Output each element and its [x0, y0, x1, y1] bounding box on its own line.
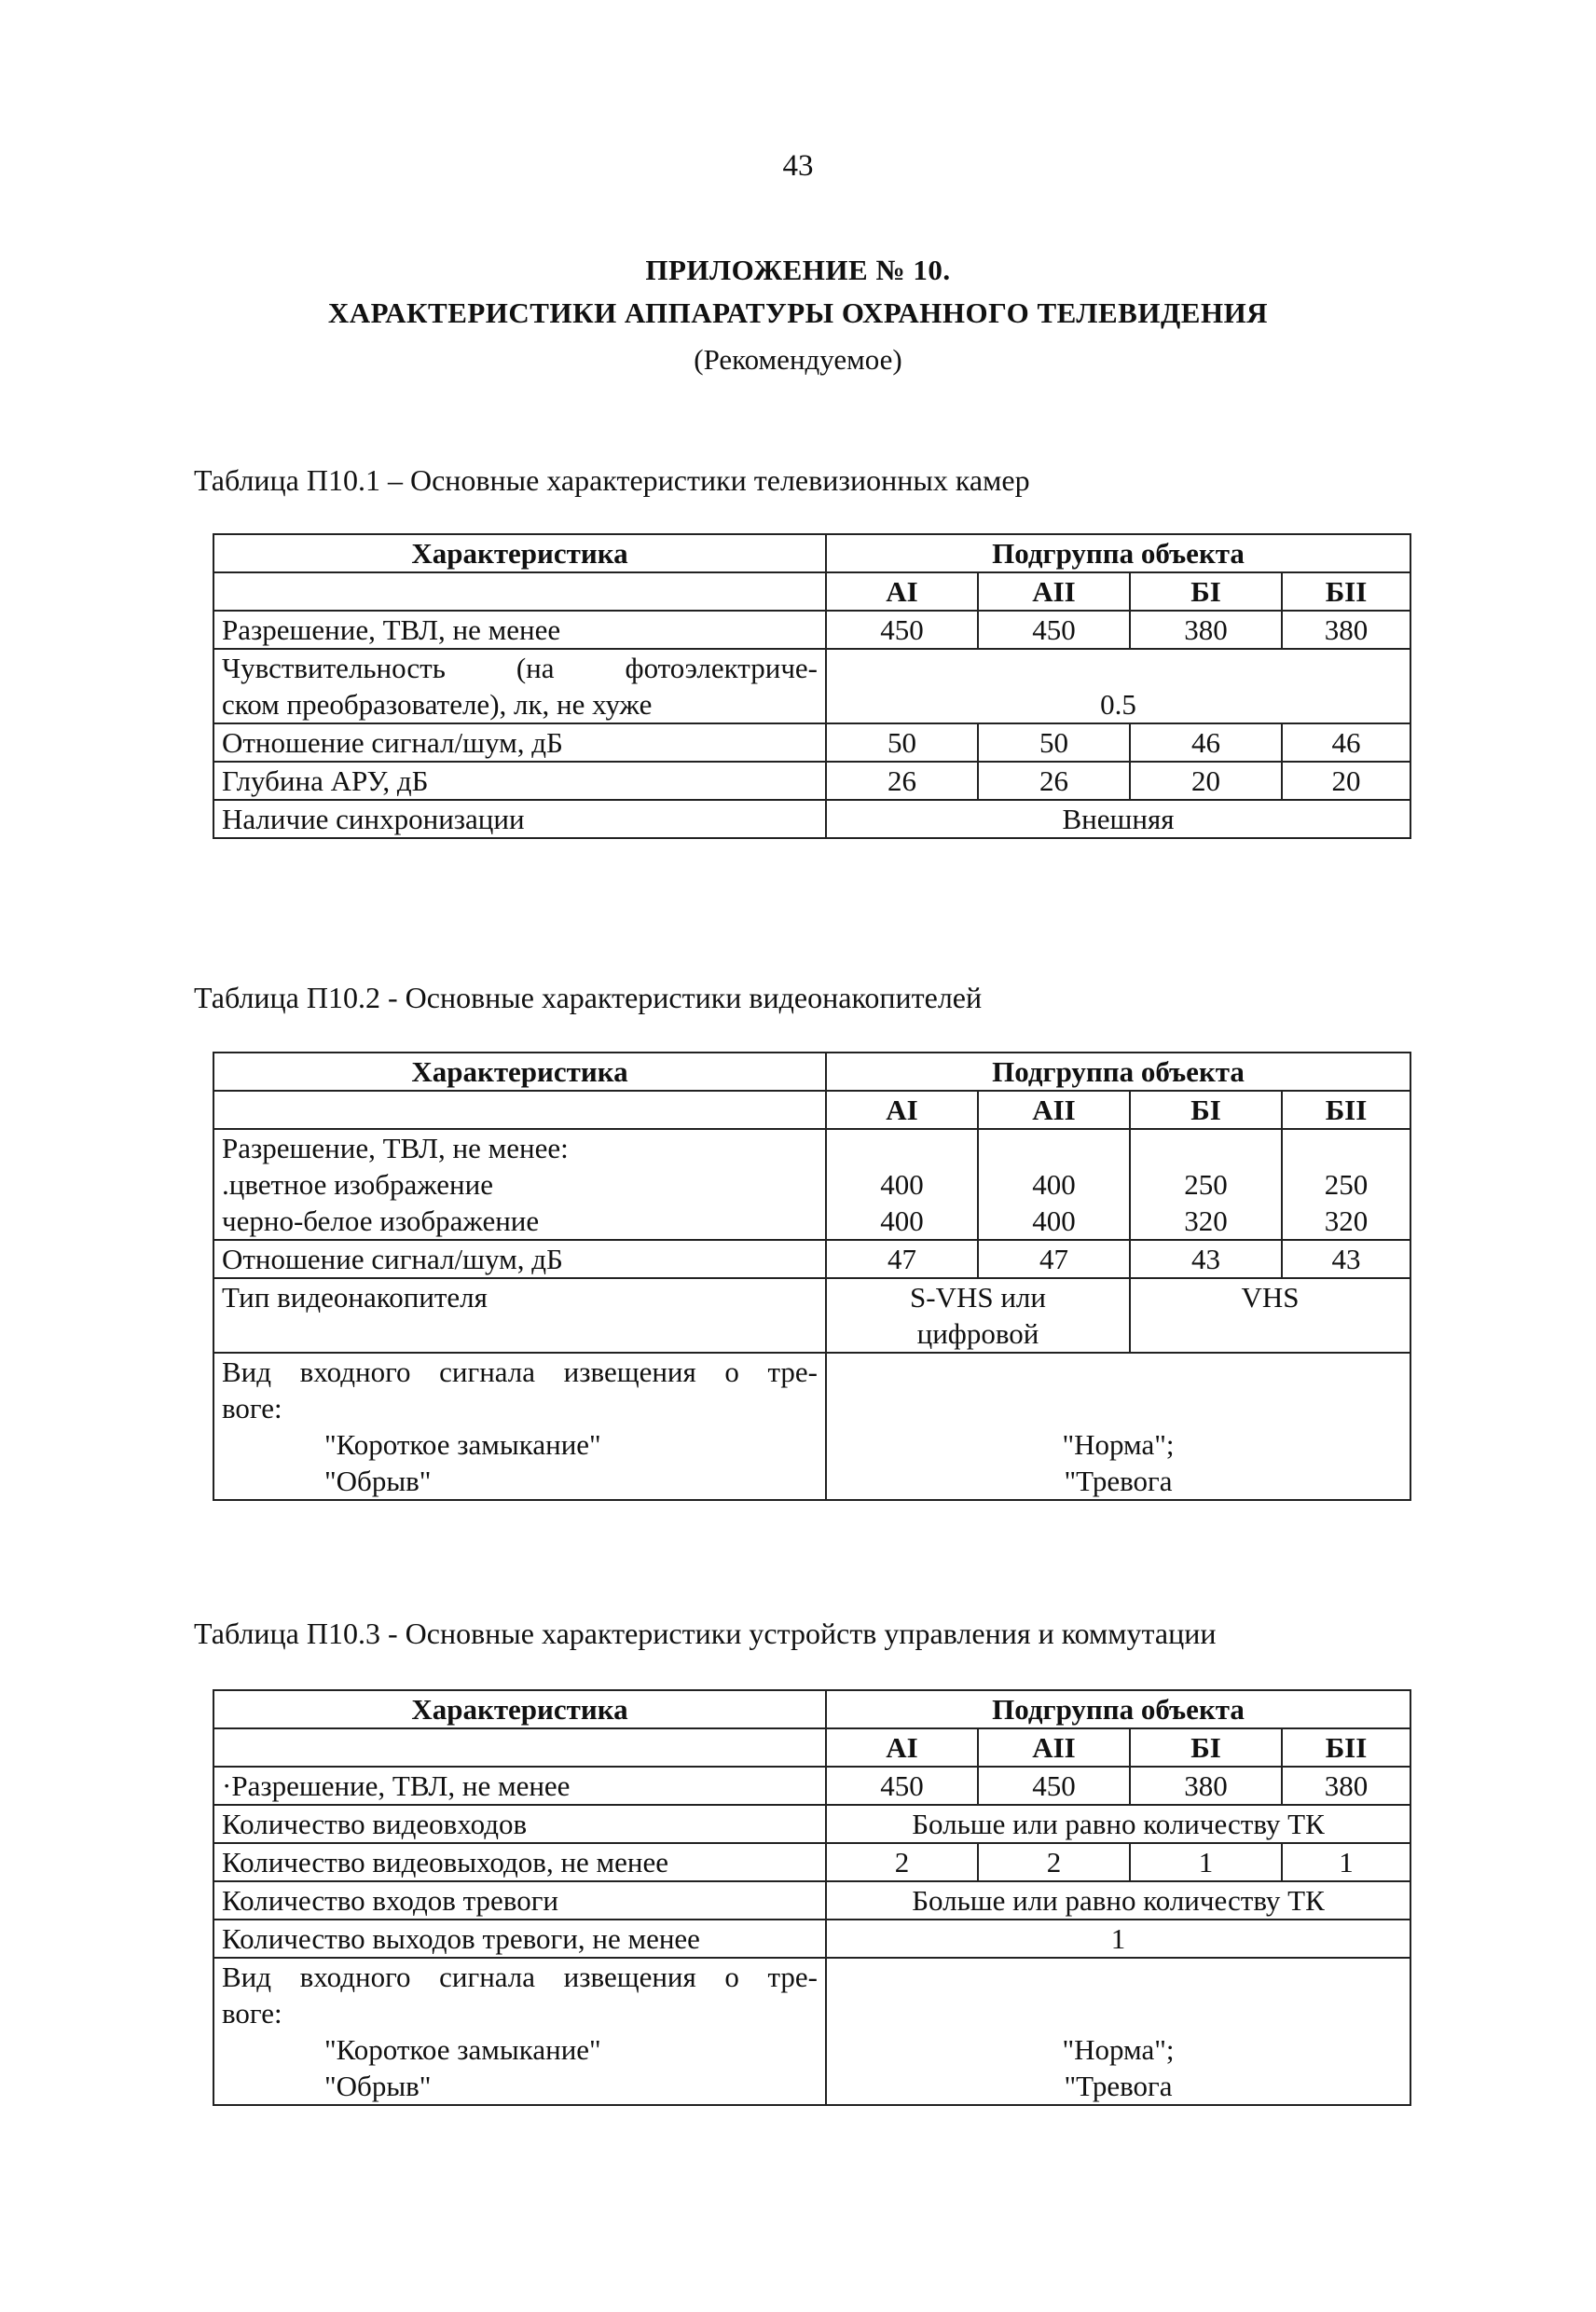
page-number: 43 — [782, 149, 814, 183]
table3-group-ai: АI — [826, 1728, 978, 1767]
row-label: Количество видеовходов — [213, 1805, 826, 1843]
cell-value-line: цифровой — [916, 1317, 1039, 1350]
table1-header-group: Подгруппа объекта — [826, 534, 1410, 572]
table-row — [213, 649, 1410, 723]
cell-value-bw: 400 — [880, 1204, 924, 1237]
table2-group-bi: БI — [1130, 1091, 1282, 1129]
cell-value: 20 — [1130, 762, 1282, 800]
table-row — [213, 1129, 1410, 1240]
row-label: Отношение сигнал/шум, дБ — [213, 723, 826, 762]
cell-value: 380 — [1130, 611, 1282, 649]
cell-value: 380 — [1282, 611, 1410, 649]
row-label — [213, 1129, 826, 1240]
table-row — [213, 611, 1410, 649]
cell-merged-value — [826, 1958, 1410, 2105]
row-label-line: воге: — [222, 1997, 282, 2030]
cell-merged-value: Больше или равно количеству ТК — [826, 1805, 1410, 1843]
cell-value-bw: 320 — [1324, 1204, 1369, 1237]
cell-value: 450 — [826, 1767, 978, 1805]
cell-value: 1 — [1282, 1843, 1410, 1881]
cell-value-color: 250 — [1324, 1168, 1369, 1201]
row-label-line: "Короткое замыкание" — [324, 2033, 601, 2066]
row-label-line: черно-белое изображение — [222, 1204, 540, 1237]
row-label: Тип видеонакопителя — [213, 1278, 826, 1353]
row-label-line: "Обрыв" — [324, 1465, 432, 1497]
row-label-line: "Обрыв" — [324, 2070, 432, 2102]
cell-value-line: "Тревога — [1064, 1465, 1173, 1497]
cell-merged-value: 0.5 — [826, 649, 1410, 723]
table-row — [213, 1805, 1410, 1843]
table2 — [213, 1052, 1411, 1501]
table-row — [213, 1920, 1410, 1958]
cell-value-bw: 320 — [1184, 1204, 1228, 1237]
row-label-line: Вид входного сигнала извещения о тре- — [222, 1961, 818, 1993]
table-row — [213, 1767, 1410, 1805]
appendix-note: (Рекомендуемое) — [694, 343, 902, 376]
cell-value: 1 — [1130, 1843, 1282, 1881]
row-label — [213, 649, 826, 723]
cell-value-line: S-VHS или — [910, 1281, 1046, 1314]
row-label: Наличие синхронизации — [213, 800, 826, 838]
cell-value: 380 — [1282, 1767, 1410, 1805]
table3-header-characteristic: Характеристика — [213, 1690, 826, 1728]
cell-merged-value: Больше или равно количеству ТК — [826, 1881, 1410, 1920]
table3-group-bi: БI — [1130, 1728, 1282, 1767]
appendix-subtitle: ХАРАКТЕРИСТИКИ АППАРАТУРЫ ОХРАННОГО ТЕЛЕВИДЕНИЯ — [327, 296, 1269, 329]
cell-value-line: "Тревога — [1064, 2070, 1173, 2102]
table3-group-aii: АII — [978, 1728, 1130, 1767]
cell-value: 2 — [826, 1843, 978, 1881]
table3-caption: Таблица П10.3 - Основные характеристики устройств управления и коммутации — [194, 1617, 1217, 1650]
cell-value: 43 — [1130, 1240, 1282, 1278]
table-row — [213, 762, 1410, 800]
table3-header-group: Подгруппа объекта — [826, 1690, 1410, 1728]
table1-group-aii: АII — [978, 572, 1130, 611]
table-row — [213, 1881, 1410, 1920]
table-row — [213, 1240, 1410, 1278]
table1-group-bi: БI — [1130, 572, 1282, 611]
table1-group-bii: БII — [1282, 572, 1410, 611]
cell-value-color: 400 — [1032, 1168, 1076, 1201]
cell-merged-value: VHS — [1130, 1278, 1410, 1353]
cell-merged-value — [826, 1353, 1410, 1500]
cell-value-line: "Норма"; — [1062, 2033, 1175, 2066]
cell-value: 2 — [978, 1843, 1130, 1881]
row-label-line: Разрешение, ТВЛ, не менее: — [222, 1132, 569, 1164]
table1-header-characteristic: Характеристика — [213, 534, 826, 572]
cell-value: 50 — [978, 723, 1130, 762]
cell-value: 26 — [978, 762, 1130, 800]
cell-value: 50 — [826, 723, 978, 762]
table1-group-ai: АI — [826, 572, 978, 611]
cell-value: 46 — [1282, 723, 1410, 762]
row-label — [213, 1353, 826, 1500]
table2-caption: Таблица П10.2 - Основные характеристики видеонакопителей — [194, 981, 983, 1014]
table3-header-blank — [213, 1728, 826, 1767]
table2-header-characteristic: Характеристика — [213, 1053, 826, 1091]
cell-value: 450 — [978, 611, 1130, 649]
cell-value: 47 — [978, 1240, 1130, 1278]
appendix-title: ПРИЛОЖЕНИЕ № 10. — [645, 254, 951, 286]
row-label: Глубина АРУ, дБ — [213, 762, 826, 800]
cell-merged-value: 1 — [826, 1920, 1410, 1958]
cell-value-line: "Норма"; — [1062, 1428, 1175, 1461]
row-label-line: Вид входного сигнала извещения о тре- — [222, 1356, 818, 1388]
row-label: Отношение сигнал/шум, дБ — [213, 1240, 826, 1278]
cell-value: 20 — [1282, 762, 1410, 800]
cell-merged-value — [826, 1278, 1130, 1353]
cell-value — [826, 1129, 978, 1240]
table2-header-group: Подгруппа объекта — [826, 1053, 1410, 1091]
cell-value: 450 — [826, 611, 978, 649]
row-label-line: .цветное изображение — [222, 1168, 493, 1201]
row-label — [213, 1958, 826, 2105]
cell-value-bw: 400 — [1032, 1204, 1076, 1237]
table2-group-aii: АII — [978, 1091, 1130, 1129]
cell-value-color: 250 — [1184, 1168, 1228, 1201]
row-label: Количество выходов тревоги, не менее — [213, 1920, 826, 1958]
cell-value — [1130, 1129, 1282, 1240]
row-label: ·Разрешение, ТВЛ, не менее — [213, 1767, 826, 1805]
table1-caption: Таблица П10.1 – Основные характеристики телевизионных камер — [194, 463, 1030, 497]
cell-merged-value: Внешняя — [826, 800, 1410, 838]
table3-group-bii: БII — [1282, 1728, 1410, 1767]
cell-value — [1282, 1129, 1410, 1240]
cell-value-color: 400 — [880, 1168, 924, 1201]
table-row — [213, 800, 1410, 838]
cell-value: 46 — [1130, 723, 1282, 762]
table-row — [213, 1278, 1410, 1353]
row-label-line: Чувствительность (на фотоэлектриче- — [222, 652, 818, 684]
cell-value — [978, 1129, 1130, 1240]
cell-value: 380 — [1130, 1767, 1282, 1805]
row-label: Разрешение, ТВЛ, не менее — [213, 611, 826, 649]
table-row — [213, 1353, 1410, 1500]
table3 — [213, 1689, 1411, 2106]
cell-value: 450 — [978, 1767, 1130, 1805]
table2-group-ai: АI — [826, 1091, 978, 1129]
row-label: Количество входов тревоги — [213, 1881, 826, 1920]
table-row — [213, 1843, 1410, 1881]
table2-header-blank — [213, 1091, 826, 1129]
table1-header-blank — [213, 572, 826, 611]
table-row — [213, 1958, 1410, 2105]
table2-group-bii: БII — [1282, 1091, 1410, 1129]
row-label-line: "Короткое замыкание" — [324, 1428, 601, 1461]
row-label: Количество видеовыходов, не менее — [213, 1843, 826, 1881]
cell-value: 43 — [1282, 1240, 1410, 1278]
cell-value: 47 — [826, 1240, 978, 1278]
cell-value: 26 — [826, 762, 978, 800]
table-row — [213, 723, 1410, 762]
table1 — [213, 533, 1411, 839]
row-label-line: воге: — [222, 1392, 282, 1424]
row-label-line: ском преобразователе), лк, не хуже — [222, 688, 653, 721]
